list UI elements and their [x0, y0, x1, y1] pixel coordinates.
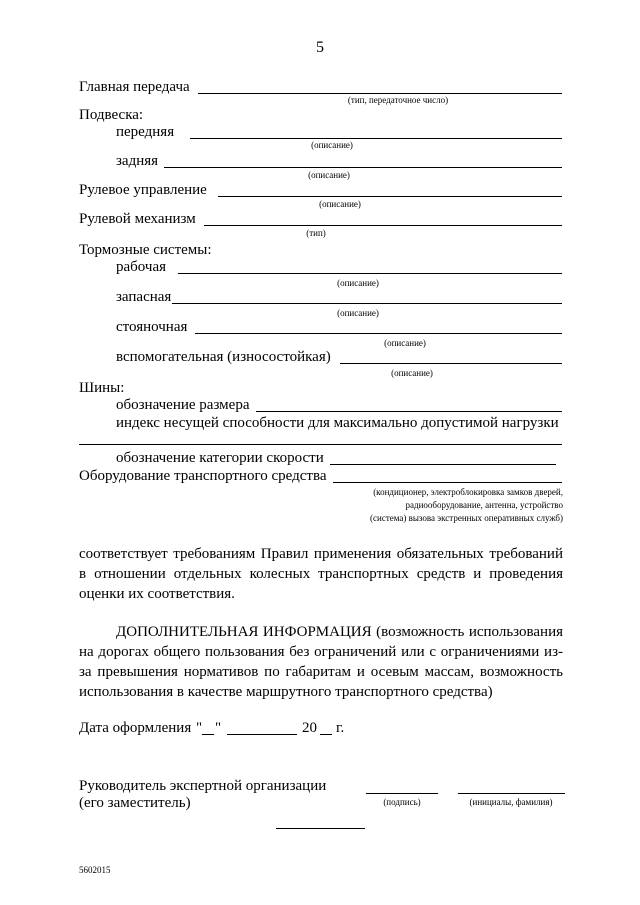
service-brake-label: рабочая	[116, 259, 167, 275]
rear-suspension-field[interactable]	[164, 167, 562, 168]
steering-mechanism-label: Рулевой механизм	[79, 211, 196, 227]
signature-field[interactable]	[366, 793, 438, 794]
parking-brake-field[interactable]	[195, 333, 562, 334]
additional-info-line-4: использования в качестве маршрутного транспортного средства)	[79, 684, 493, 700]
equipment-label: Оборудование транспортного средства	[79, 468, 327, 484]
signature-caption: (подпись)	[383, 797, 421, 807]
rear-suspension-caption: (описание)	[308, 170, 350, 180]
brakes-heading: Тормозные системы:	[79, 242, 212, 258]
date-quote-close: "	[215, 720, 222, 736]
date-year-field[interactable]	[320, 734, 332, 735]
date-day-field[interactable]	[202, 734, 214, 735]
document-code: 5602015	[79, 865, 111, 875]
date-month-field[interactable]	[227, 734, 297, 735]
steering-label: Рулевое управление	[79, 182, 207, 198]
spare-brake-field[interactable]	[172, 303, 562, 304]
auxiliary-brake-label: вспомогательная (износостойкая)	[116, 349, 331, 365]
auxiliary-brake-caption: (описание)	[391, 368, 433, 378]
steering-mechanism-field[interactable]	[204, 225, 562, 226]
page-number: 5	[316, 39, 324, 56]
compliance-line-2: в отношении отдельных колесных транспортных средств и проведения	[79, 566, 563, 582]
signature-name-field[interactable]	[458, 793, 565, 794]
front-suspension-label: передняя	[116, 124, 175, 140]
steering-field[interactable]	[218, 196, 562, 197]
separator-line	[276, 828, 365, 829]
signature-title-line-2: (его заместитель)	[79, 795, 191, 811]
tire-size-label: обозначение размера	[116, 397, 250, 413]
main-drive-field[interactable]	[198, 93, 562, 94]
equipment-caption-2: радиооборудование, антенна, устройство	[405, 500, 563, 510]
speed-category-label: обозначение категории скорости	[116, 450, 324, 466]
equipment-caption-3: (система) вызова экстренных оперативных служб)	[370, 513, 563, 523]
main-drive-label: Главная передача	[79, 79, 190, 95]
load-index-field[interactable]	[79, 444, 562, 445]
steering-mechanism-caption: (тип)	[306, 228, 326, 238]
service-brake-field[interactable]	[178, 273, 562, 274]
speed-category-field[interactable]	[330, 464, 556, 465]
spare-brake-caption: (описание)	[337, 308, 379, 318]
additional-info-line-3: за превышения нормативов по габаритам и осевым массам, возможность	[79, 664, 563, 680]
equipment-caption-1: (кондиционер, электроблокировка замков дверей,	[373, 487, 563, 497]
service-brake-caption: (описание)	[337, 278, 379, 288]
steering-caption: (описание)	[319, 199, 361, 209]
load-index-label: индекс несущей способности для максимально допустимой нагрузки	[116, 415, 559, 431]
front-suspension-field[interactable]	[190, 138, 562, 139]
tire-size-field[interactable]	[256, 411, 562, 412]
rear-suspension-label: задняя	[116, 153, 159, 169]
compliance-line-3: оценки их соответствия.	[79, 586, 235, 602]
signature-title-line-1: Руководитель экспертной организации	[79, 778, 327, 794]
front-suspension-caption: (описание)	[311, 140, 353, 150]
date-label: Дата оформления	[79, 720, 192, 736]
parking-brake-caption: (описание)	[384, 338, 426, 348]
additional-info-line-2: на дорогах общего пользования без ограничений или с ограничениями из-	[79, 644, 563, 660]
tires-heading: Шины:	[79, 380, 125, 396]
compliance-line-1: соответствует требованиям Правил применения обязательных требований	[79, 546, 563, 562]
date-quote-open: "	[196, 720, 203, 736]
auxiliary-brake-field[interactable]	[340, 363, 562, 364]
date-year-prefix: 20	[302, 720, 317, 736]
parking-brake-label: стояночная	[116, 319, 188, 335]
spare-brake-label: запасная	[116, 289, 172, 305]
signature-name-caption: (инициалы, фамилия)	[469, 797, 553, 807]
date-year-suffix: г.	[336, 720, 345, 736]
suspension-heading: Подвеска:	[79, 107, 144, 123]
additional-info-line-1: ДОПОЛНИТЕЛЬНАЯ ИНФОРМАЦИЯ (возможность использования	[116, 624, 563, 640]
main-drive-caption: (тип, передаточное число)	[347, 95, 449, 105]
equipment-field[interactable]	[333, 482, 562, 483]
